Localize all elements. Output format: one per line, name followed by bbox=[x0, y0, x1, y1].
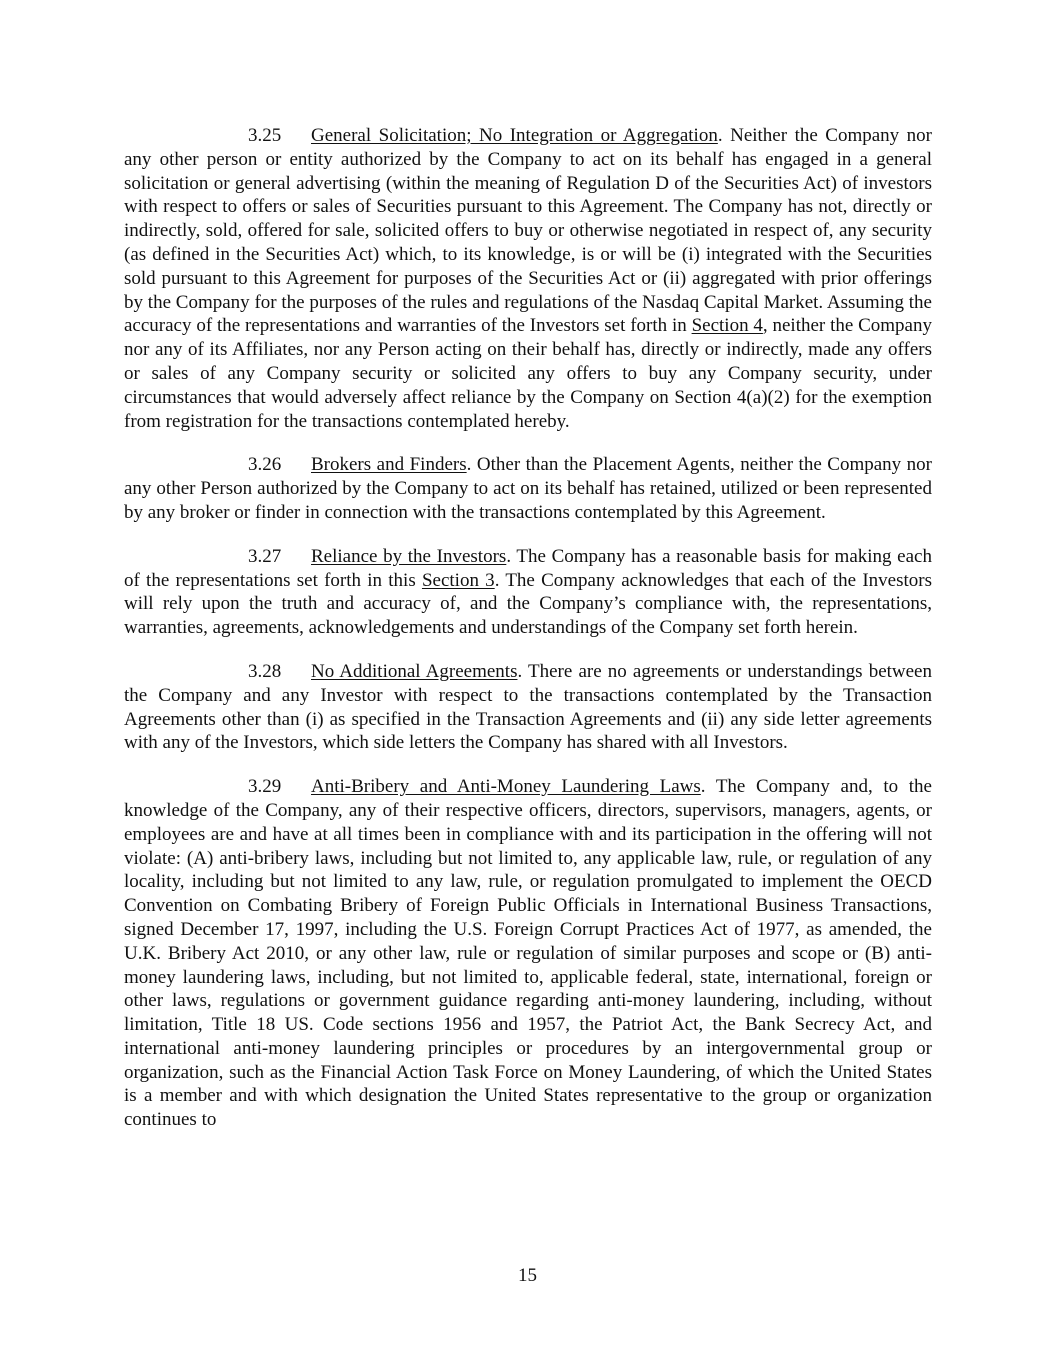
section-heading: Brokers and Finders bbox=[311, 454, 467, 476]
section-heading: No Additional Agreements bbox=[311, 660, 518, 682]
section-body: . The Company has a reasonable basis for making each of the representations set forth in this bbox=[124, 545, 932, 591]
section-body: . The Company acknowledges that each of the Investors will rely upon the truth and accuracy of, and the Company’s compliance with, the representations, warranties, agreements, acknowledgements and understandings of the Company set forth herein. bbox=[124, 569, 932, 639]
section-number: 3.28 bbox=[248, 660, 282, 682]
section-3-29 bbox=[124, 775, 932, 1132]
section-heading: General Solicitation; No Integration or Aggregation bbox=[311, 125, 718, 146]
section-body: . There are no agreements or understandings between the Company and any Investor with respect to the transactions contemplated by the Transaction Agreements other than (i) as specified in the Transaction Agreements and (ii) any side letter agreements with any of the Investors, which side letters the Company has shared with all Investors. bbox=[124, 660, 932, 754]
section-number: 3.25 bbox=[248, 125, 282, 146]
section-3-25 bbox=[124, 124, 932, 433]
section-body: . Other than the Placement Agents, neither the Company nor any other Person authorized by the Company to act on its behalf has retained, utilized or been represented by any broker or finder in connection with the transactions contemplated by this Agreement. bbox=[124, 454, 933, 523]
section-3-27 bbox=[124, 545, 932, 640]
section-number: 3.27 bbox=[248, 545, 282, 567]
section-body: . Neither the Company nor any other person or entity authorized by the Company to act on its behalf has engaged in a general solicitation or general advertising (within the meaning of Regulation D of the Securities Act) of investors with respect to offers or sales of Securities pursuant to this Agreement. The Company has not, directly or indirectly, sold, offered for sale, solicited offers to buy or otherwise negotiated in respect of, any security (as defined in the Securities Act) which, to its knowledge, is or will be (i) integrated with the Securities sold pursuant to this Agreement for purposes of the Securities Act or (ii) aggregated with prior offerings by the Company for the purposes of the rules and regulations of the Nasdaq Capital Market. Assuming the accuracy of the representations and warranties of the Investors set forth in bbox=[124, 125, 932, 337]
section-body: . The Company and, to the knowledge of the Company, any of their respective officers, directors, supervisors, managers, agents, or employees are and have at all times been in compliance with and its participation in the offering will not violate: (A) anti-bribery laws, including but not limited to, any applicable law, rule, or regulation of any locality, including but not limited to any law, rule, or regulation promulgated to implement the OECD Convention on Combating Bribery of Foreign Public Officials in International Business Transactions, signed December 17, 1997, including the U.S. Foreign Corrupt Practices Act of 1977, as amended, the U.K. Bribery Act 2010, or any other law, rule or regulation of similar purposes and scope or (B) anti-money laundering laws, including, but not limited to, applicable federal, state, international, foreign or other laws, regulations or government guidance regarding anti-money laundering, including, without limitation, Title 18 US. Code sections 1956 and 1957, the Patriot Act, the Bank Secrecy Act, and international anti-money laundering principles or procedures by an intergovernmental group or organization, such as the Financial Action Task Force on Money Laundering, of which the United States is a member and with which designation the United States representative to the group or organization continues to bbox=[124, 776, 932, 1131]
section-heading: Reliance by the Investors bbox=[311, 545, 507, 567]
section-body: , neither the Company nor any of its Affiliates, nor any Person acting on their behalf has, directly or indirectly, made any offers or sales of any Company security or solicited any offers to buy any Company security, under circumstances that would adversely affect reliance by the Company on Section 4(a)(2) for the exemption from registration for the transactions contemplated hereby. bbox=[124, 315, 932, 432]
section-3-26 bbox=[124, 453, 932, 524]
section-number: 3.26 bbox=[248, 454, 282, 476]
section-reference: Section 3 bbox=[421, 569, 495, 591]
section-number: 3.29 bbox=[248, 776, 282, 798]
document-page bbox=[124, 124, 932, 1152]
section-3-28 bbox=[124, 660, 932, 755]
section-heading: Anti-Bribery and Anti-Money Laundering Laws bbox=[311, 776, 701, 798]
page-number: 15 bbox=[518, 1265, 537, 1286]
section-reference: Section 4 bbox=[691, 315, 763, 337]
